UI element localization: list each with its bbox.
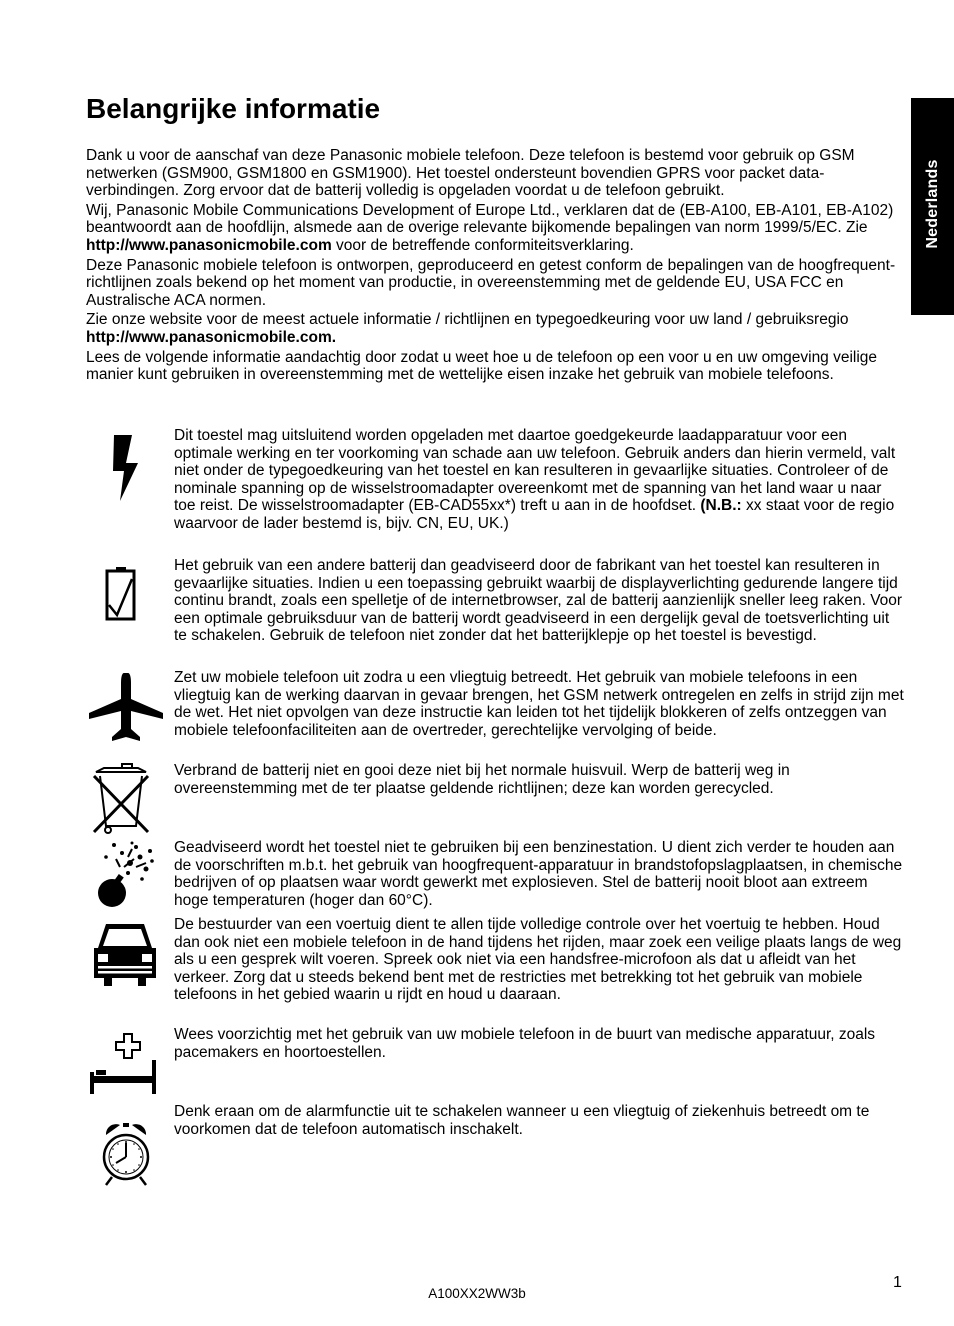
hospital-bed-icon (86, 1026, 166, 1106)
crossed-bin-icon (86, 762, 166, 842)
explosive-text: Geadviseerd wordt het toestel niet te gebruiken bij een benzinestation. U dient zich verder te houden aan de voorschriften m.b.t. het gebruik van hoogfrequent-apparatuur in brandstofopslagplaatsen, in chemische bedrijven of op plaatsen waar wordt gewerkt met explosieven. Stel de batterij nooit bloot aan extreem hoge temperaturen (hoger dan 60°C). (174, 839, 903, 909)
website-link[interactable]: http://www.panasonicmobile.com (86, 236, 332, 254)
language-side-tab (911, 98, 954, 315)
lightning-icon (86, 427, 166, 507)
medical-text: Wees voorzichtig met het gebruik van uw mobiele telefoon in de buurt van medische apparatuur, zoals pacemakers en hoortoestellen. (174, 1026, 876, 1061)
car-icon (86, 916, 166, 996)
safety-intro-paragraph: Lees de volgende informatie aandachtig door zodat u weet hoe u de telefoon op een voor u en uw omgeving veilige manier kunt gebruiken in overeenstemming met de wettelijke eisen inzake het gebruik van mobiele telefoons. (86, 348, 878, 384)
airplane-icon (86, 669, 166, 749)
website-paragraph (86, 311, 904, 346)
alarm-text: Denk eraan om de alarmfunctie uit te schakelen wanneer u een vliegtuig of ziekenhuis betreedt om te voorkomen dat de telefoon automatisch inschakelt. (174, 1103, 870, 1138)
driving-text: De bestuurder van een voertuig dient te allen tijde volledige controle over het voertuig te hebben. Houd dan ook niet een mobiele telefoon in de hand tijdens het rijden, maar zoek een veilige plaats langs de weg als u een gesprek wilt voeren. Spreek ook niet via een handsfree-microfoon als dat u afleidt van het verkeer. Zorg dat u steeds bekend bent met de restricties met betrekking tot het gebruik van mobiele telefoons in het gebied waarin u rijdt en houd u daaraan. (174, 916, 902, 1004)
conformity-text-end: voor de betreffende conformiteitsverklaring. (331, 236, 634, 254)
alarm-clock-icon (86, 1119, 166, 1199)
airplane-text: Zet uw mobiele telefoon uit zodra u een vliegtuig betreedt. Het gebruik van mobiele telefoons in een vliegtuig kan de werking daarvan in gevaar brengen, het GSM netwerk ontregelen en zelfs in strijd zijn met de wet. Het niet opvolgen van deze instructie kan leiden tot het tijdelijk blokkeren of zelfs ontzeggen van mobiele telefoonfaciliteiten aan de overtreder, gerechtelijke vervolging of beide. (174, 669, 904, 739)
conformity-paragraph (86, 202, 904, 255)
explosion-icon (86, 839, 166, 919)
battery-text: Het gebruik van een andere batterij dan geadviseerd door de fabrikant van het toestel kan resulteren in gevaarlijke situaties. Indien u een toepassing gebruikt waarbij de displayverlichting gedurende langere tijd continu brandt, zoals een spelletje of de internetbrowser, zal de batterij aanzienlijk sneller leeg raken. Voor een optimale gebruiksduur van de batterij wordt geadviseerd in een dergelijk geval de toetsverlichting uit te schakelen. Gebruik de telefoon niet zonder dat het batterijklepje op het toestel is bevestigd. (174, 557, 903, 645)
charger-text-main: Dit toestel mag uitsluitend worden opgeladen met daartoe goedgekeurde laadapparatuur voor een optimale werking en ter voorkoming van schade aan uw telefoon. Gebruik anders dan hierin vermeld, valt niet onder de typegoedkeuring van het toestel en kan resulteren in gevaarlijke situaties. Controleer of de nominale spanning op de wisselstroomadapter overeenkomt met de spanning van het land waar u naar toe reist. De wisselstroomadapter (EB-CAD55xx*) treft u aan in de hoofdset. (174, 427, 896, 515)
battery-check-icon (86, 565, 166, 645)
intro-section (86, 147, 904, 386)
page-title: Belangrijke informatie (86, 93, 381, 124)
document-code: A100XX2WW3b (428, 1286, 526, 1301)
language-label: Nederlands (923, 159, 941, 249)
conformity-text: Wij, Panasonic Mobile Communications Development of Europe Ltd., verklaren dat de (EB-A100, EB-A101, EB-A102) beantwoordt aan de hoofdlijn, alsmede aan de overige relevante bijkomende bepalingen van norm 1999/5/EC. Zie (86, 201, 894, 237)
website-link-2[interactable]: http://www.panasonicmobile.com. (86, 328, 337, 346)
standards-paragraph: Deze Panasonic mobiele telefoon is ontworpen, geproduceerd en getest conform de bepalingen van de hoogfrequent-richtlijnen zoals bekend op het moment van productie, in overeenstemming met de geldende EU, USA FCC en Australische ACA normen. (86, 256, 896, 309)
charger-text (174, 427, 906, 533)
website-text: Zie onze website voor de meest actuele informatie / richtlijnen en typegoedkeuring voor uw land / gebruiksregio (86, 311, 849, 329)
charger-note-text: xx staat voor de regio waarvoor de lader bestemd is, bijv. CN, EU, UK.) (174, 497, 895, 532)
note-label: (N.B.: (700, 497, 742, 515)
disposal-text: Verbrand de batterij niet en gooi deze niet bij het normale huisvuil. Werp de batterij weg in overeenstemming met de ter plaatse geldende richtlijnen; deze kan worden gerecycled. (174, 762, 790, 797)
page-number: 1 (893, 1274, 902, 1291)
intro-paragraph: Dank u voor de aanschaf van deze Panasonic mobiele telefoon. Deze telefoon is bestemd voor gebruik op GSM netwerken (GSM900, GSM1800 en GSM1900). Het toestel ondersteunt bovendien GPRS voor packet data-verbindingen. Zorg ervoor dat de batterij volledig is opgeladen voordat u de telefoon gebruikt. (86, 147, 855, 200)
